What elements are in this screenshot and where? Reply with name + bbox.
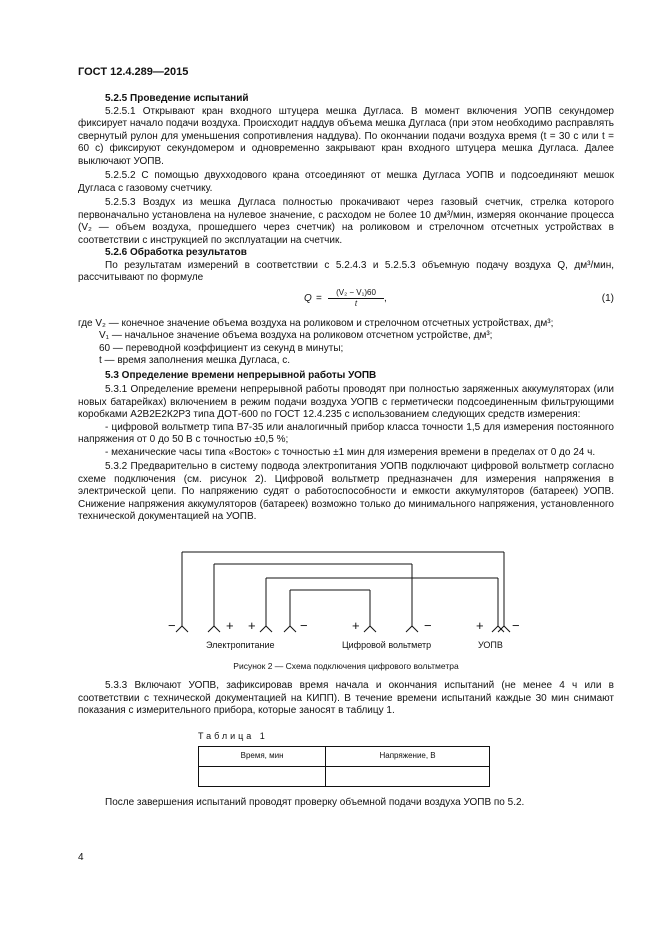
formula-1 [78, 288, 614, 314]
legend-60: 60 — переводной коэффициент из секунд в минуты; [99, 342, 344, 354]
figure-caption: Рисунок 2 — Схема подключения цифрового вольтметра [233, 660, 459, 671]
formula-lhs: Q [304, 292, 312, 304]
formula-equals: = [316, 292, 322, 304]
label-power-supply: Электропитание [206, 639, 275, 650]
section-5-2-5-title: 5.2.5 Проведение испытаний [105, 93, 249, 104]
legend-t: t — время заполнения мешка Дугласа, с. [99, 355, 291, 366]
table-title: Таблица 1 [198, 730, 268, 741]
paragraph-5-2-5-2: 5.2.5.2 С помощью двухходового крана отсоединяют от мешка Дугласа УОПВ и подсоединяют мешок Дугласа с газовому счетчику. [78, 170, 614, 194]
formula-numerator: (V₂ − V₁)60 [328, 288, 384, 299]
terminal-minus-1: − [168, 617, 176, 633]
terminal-plus-1: + [226, 617, 234, 633]
terminal-plus-4: + [476, 617, 484, 633]
paragraph-5-3-1: 5.3.1 Определение времени непрерывной работы проводят при полностью заряженных аккумуляторах (или новых батарейках) включением в режим подачи воздуха УОПВ с герметически подсоединенным фильтрующими коробками А2В2Е2К2Р3 типа ДОТ-600 по ГОСТ 12.4.235 с использованием следующих средств измерения: [78, 384, 614, 420]
paragraph-5-3-3: 5.3.3 Включают УОПВ, зафиксировав время начала и окончания испытаний (не менее 4 ч или в соответствии с технической документацией на КИПП). В течение времени испытаний каждые 30 мин снимают показания с измерительного прибора, которые заносят в таблицу 1. [78, 680, 614, 716]
page-number: 4 [78, 852, 84, 863]
table-header-time: Время, мин [199, 747, 326, 767]
formula-denominator: t [354, 298, 358, 308]
bullet-clock: - механические часы типа «Восток» с точностью ±1 мин для измерения времени в пределах от 0 до 24 ч. [105, 446, 596, 458]
page-header: ГОСТ 12.4.289—2015 [78, 66, 189, 78]
label-uopv: УОПВ [478, 639, 503, 650]
formula-fraction [328, 288, 384, 308]
table-cell [199, 767, 326, 787]
section-5-3-title: 5.3 Определение времени непрерывной работы УОПВ [105, 369, 377, 381]
table-cell [326, 767, 490, 787]
document-body [78, 93, 614, 810]
table-header-row [199, 747, 490, 767]
table-1 [198, 746, 490, 787]
wiring-diagram [78, 524, 614, 656]
terminal-minus-3: − [424, 617, 432, 633]
paragraph-5-2-5-1: 5.2.5.1 Открывают кран входного штуцера мешка Дугласа. В момент включения УОПВ секундомер фиксирует начало подачи воздуха. Происходит наддув объема мешка Дугласа (при этом необходимо расправлять свернутый рулон для уменьшения сопротивления наддува). По окончании подачи воздуха время (t = 30 с или t = 60 с) фиксируют секундомером и одновременно закрывают кран входного штуцера мешка Дугласа. Далее выключают УОПВ. [78, 105, 614, 167]
terminal-plus-3: + [352, 617, 360, 633]
paragraph-5-3-2: 5.3.2 Предварительно в систему подвода электропитания УОПВ подключают цифровой вольтметр согласно схеме подключения (см. рисунок 2). Цифровой вольтметр предназначен для измерения напряжения в электрической цепи. По напряжению судят о работоспособности и емкости аккумуляторов (батареек) УОПВ. Снижение напряжения аккумуляторов (батареек) возможно только до минимального напряжения, установленного технической документацией на УОПВ. [78, 461, 614, 522]
table-row [199, 767, 490, 787]
bullet-voltmeter: - цифровой вольтметр типа В7-35 или аналогичный прибор класса точности 1,5 для измерения постоянного напряжения от 0 до 50 В с точностью ±0,5 %; [78, 421, 614, 445]
formula-number: (1) [601, 292, 614, 304]
table-header-voltage: Напряжение, В [326, 747, 490, 767]
paragraph-5-2-6: По результатам измерений в соответствии с 5.2.4.3 и 5.2.5.3 объемную подачу воздуха Q, дм³/мин, рассчитывают по формуле [78, 259, 614, 283]
legend-v2: где V₂ — конечное значение объема воздуха на роликовом и стрелочном отсчетных устройствах, дм³; [78, 317, 554, 329]
paragraph-final: После завершения испытаний проводят проверку объемной подачи воздуха УОПВ по 5.2. [105, 797, 525, 808]
terminal-minus-4: − [512, 617, 520, 633]
terminal-plus-2: + [248, 617, 256, 633]
terminal-minus-2: − [300, 617, 308, 633]
wiring-diagram-svg [78, 524, 614, 656]
formula-legend [78, 318, 614, 368]
legend-v1: V₁ — начальное значение объема воздуха на роликовом отсчетном устройстве, дм³; [99, 330, 493, 341]
section-5-2-6-title: 5.2.6 Обработка результатов [105, 247, 247, 258]
formula-comma: , [384, 292, 387, 304]
label-digital-voltmeter: Цифровой вольтметр [342, 639, 432, 650]
paragraph-5-2-5-3: 5.2.5.3 Воздух из мешка Дугласа полностью прокачивают через газовый счетчик, стрелка которого первоначально установлена на нулевое значение, с расходом не более 10 дм³/мин, измеряя окончание процесса (V₂ — объем воздуха, прошедшего через счетчик) на роликовом и стрелочном отсчетных устройствах в соответствии с инструкцией по эксплуатации на счетчик. [78, 197, 614, 246]
